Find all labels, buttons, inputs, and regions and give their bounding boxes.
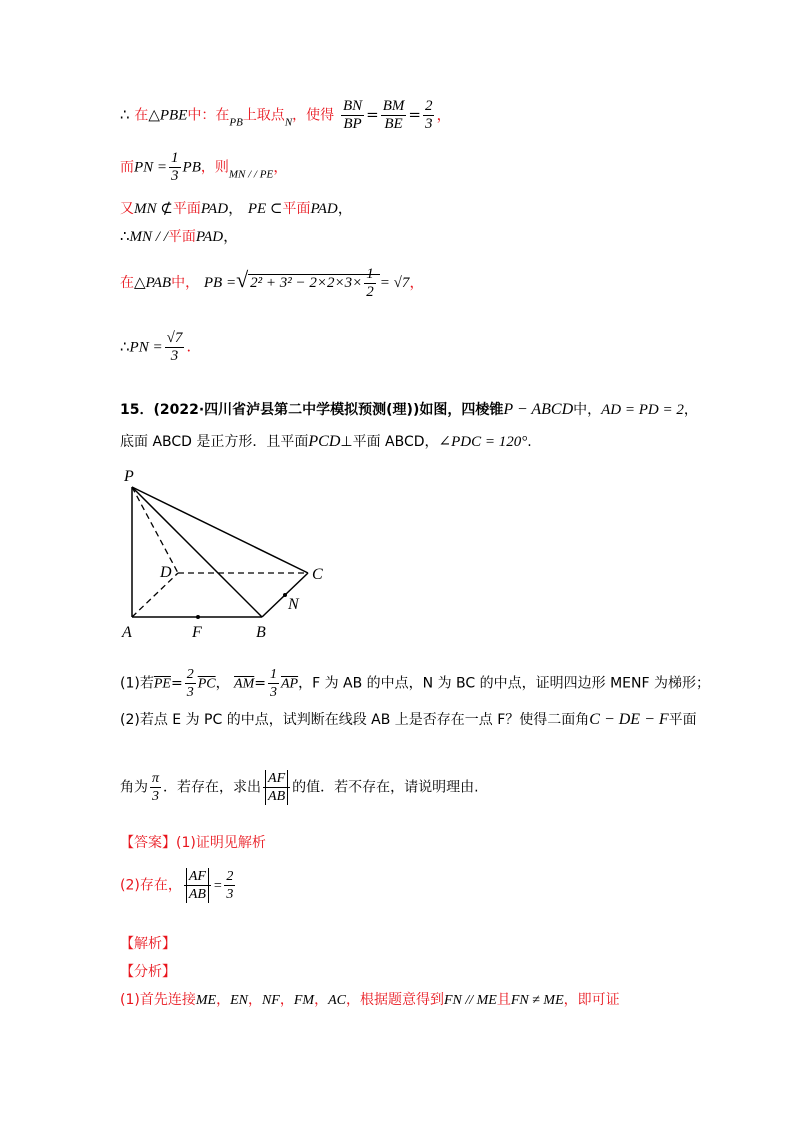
answer-line [120,833,266,853]
equals: = [254,675,266,692]
fraction-bn-bp [341,98,364,133]
abs-ab: AB [265,788,288,805]
fn-neq-me: FN ≠ ME [510,993,564,1008]
answer-1: (1)证明见解析 [176,835,266,851]
punct: . [527,434,532,450]
plane-pad: PAD [195,229,224,245]
answer-tag: 【答案】 [120,835,176,851]
line-not-subset [120,198,353,219]
text: (1)首先连接 [120,992,196,1008]
punct: ， [228,199,244,217]
label-b: B [256,624,266,641]
pe-in: PE ⊂ [247,201,283,217]
sqrt-body [248,266,380,300]
segment-me: ME [195,993,217,1008]
question-15-line2 [120,432,532,452]
equals: = [170,675,183,692]
answer-2: (2)存在， [120,877,182,894]
numerator: 1 [269,667,277,682]
jiexi-heading [120,934,176,954]
denominator: 3 [170,348,179,364]
condition: AD = PD = 2 [601,402,684,418]
fraction-1-3 [169,150,181,185]
abs-ab: AB [186,886,209,903]
text: 的值．若不存在，请说明理由. [292,779,479,796]
line-pbe: ∴ 在△PBE中：在$_{PB}$上取点$_N$，使得 $\frac{BN}{BP}$ = $\frac{BM}{BE}$ = $\frac{2}{3}$ ， [120,98,452,132]
denominator: 3 [171,168,179,184]
text: (2)若点 E 为 PC 的中点，试判断在线段 AB 上是否存在一点 F？使得二面角 [120,712,590,728]
line-pab [120,266,424,301]
expression: 2² + 3² − 2×2×3× [250,274,363,291]
vector-pc: $\overline{PC}$ [197,676,216,692]
label-n: N [288,596,299,613]
text: 在 [134,107,149,124]
fraction-1-3 [268,666,279,701]
numerator: 1 [171,150,179,166]
point-f-dot [196,615,200,619]
text: ，F 为 AB 的中点，N 为 BC 的中点，证明四边形 MENF 为梯形； [298,675,710,692]
denominator: 3 [269,685,277,700]
text: 中， [573,402,602,418]
fraction-root7-3 [165,330,185,365]
triangle-pab: △PAB [134,274,172,291]
numerator: BN [342,98,363,114]
mn-parallel-pe: MN / / PE [228,168,274,181]
punct: ， [337,199,353,217]
question-text: ⊥平面 ABCD， [340,434,439,450]
punct: ， [436,105,452,124]
line-pn [120,150,288,185]
text: 平面 [172,201,201,217]
text: 在 [120,274,134,291]
line-mn-parallel [120,226,238,247]
denominator: BP [343,116,362,132]
plane-pcd: PCD [308,433,341,450]
equals: = [212,878,223,894]
text: ，则 [200,159,229,176]
numerator: BM [382,98,405,114]
vector-pe: $\overline{PE}$ [153,676,171,692]
punct: ， [247,992,262,1008]
edge-pb [132,487,262,617]
numerator: π [152,771,160,786]
abs-af: AF [186,868,209,885]
part-2-cont [120,770,479,805]
answer-line-2 [120,868,237,903]
fraction-af-ab [263,770,290,805]
fraction-2-3 [423,98,435,133]
fraction-2-3 [185,666,196,701]
line-pn-result [120,330,191,365]
text: 平面 [282,201,311,217]
label-f: F [192,624,202,641]
result: = √7 [379,274,410,291]
segment-pb: PB [229,116,243,129]
edge-pc [132,487,308,573]
text: 且 [496,992,511,1008]
therefore-symbol: ∴ [120,227,130,245]
fraction-bm-be [381,98,407,133]
fraction-1-2 [364,266,376,301]
fraction-pi-3 [150,770,161,805]
numerator: 2 [186,667,194,682]
punct: ， [279,992,294,1008]
punct: ， [273,157,289,176]
vector-am: $\overline{AM}$ [234,676,255,692]
dihedral: C − DE − F [589,711,669,728]
fraction-2-3 [224,868,235,903]
punct: . [186,337,192,356]
text: 上取点 [242,107,285,124]
text: 而 [120,159,134,176]
label-a: A [122,624,132,641]
question-text: 15．(2022·四川省泸县第二中学模拟预测(理))如图，四棱锥 [120,402,504,418]
punct: ， [314,992,329,1008]
analysis-line [120,990,620,1011]
denominator: 3 [226,887,234,902]
label-d: D [160,564,172,581]
punct: ， [215,675,230,692]
text: 角为 [120,779,148,796]
abs-af: AF [265,770,288,787]
mn-not-in: MN ⊄ [134,201,173,217]
triangle-pbe: △PBE [148,107,188,124]
pn-equation: PN = [134,159,168,176]
therefore-symbol: ∴ [120,337,130,356]
punct: ， [683,402,698,418]
sqrt-sign: √ [236,266,249,292]
pb-equation: PB = [203,274,237,291]
angle: ∠PDC = 120° [438,434,528,450]
fn-parallel-me: FN // ME [443,993,497,1008]
label-c: C [312,566,323,583]
numerator: 2 [424,98,433,114]
plane-pad: PAD [310,201,338,217]
text: ，即可证 [563,992,620,1008]
part-1 [120,666,710,701]
fenxi-heading [120,962,176,982]
denominator: 3 [186,685,194,700]
denominator: 3 [152,789,159,804]
heading: 【解析】 [120,936,176,952]
denominator: 3 [424,116,433,132]
segment-nf: NF [261,993,280,1008]
question-text: 底面 ABCD 是正方形．且平面 [120,434,309,450]
therefore-symbol: ∴ [120,105,130,124]
point-n-dot [283,593,287,597]
text: 平面 [167,229,196,245]
text: ，使得 [292,107,335,124]
text: 中， [171,274,200,291]
text: ，根据题意得到 [345,992,444,1008]
text: 中：在 [187,107,230,124]
segment-fm: FM [293,993,315,1008]
label-p: P [124,468,134,485]
pn-equation: PN = [129,339,163,356]
mn-parallel: MN / / [129,229,168,245]
numerator: 2 [226,869,234,884]
edge-pd [132,487,178,573]
pyramid: P − ABCD [503,401,574,418]
part-2 [120,710,697,730]
segment-en: EN [230,993,248,1008]
denominator: BE [384,116,403,132]
text: (1)若 [120,675,154,692]
text: ．若存在，求出 [163,779,262,796]
point-n: N [284,116,293,129]
segment-pb: PB [182,159,201,176]
punct: ， [223,227,239,245]
segment-ac: AC [328,993,346,1008]
punct: ， [409,272,425,291]
plane-pad: PAD [200,201,229,217]
heading: 【分析】 [120,964,176,980]
fraction-af-ab [184,868,211,903]
punct: ， [216,992,231,1008]
text: 平面 [668,712,697,728]
numerator: 1 [366,266,374,282]
pyramid-figure [110,465,350,645]
question-15-line1 [120,400,698,420]
numerator: √7 [166,330,183,346]
vector-ap: $\overline{AP}$ [280,676,299,692]
text: 又 [120,201,134,217]
denominator: 2 [366,284,374,300]
